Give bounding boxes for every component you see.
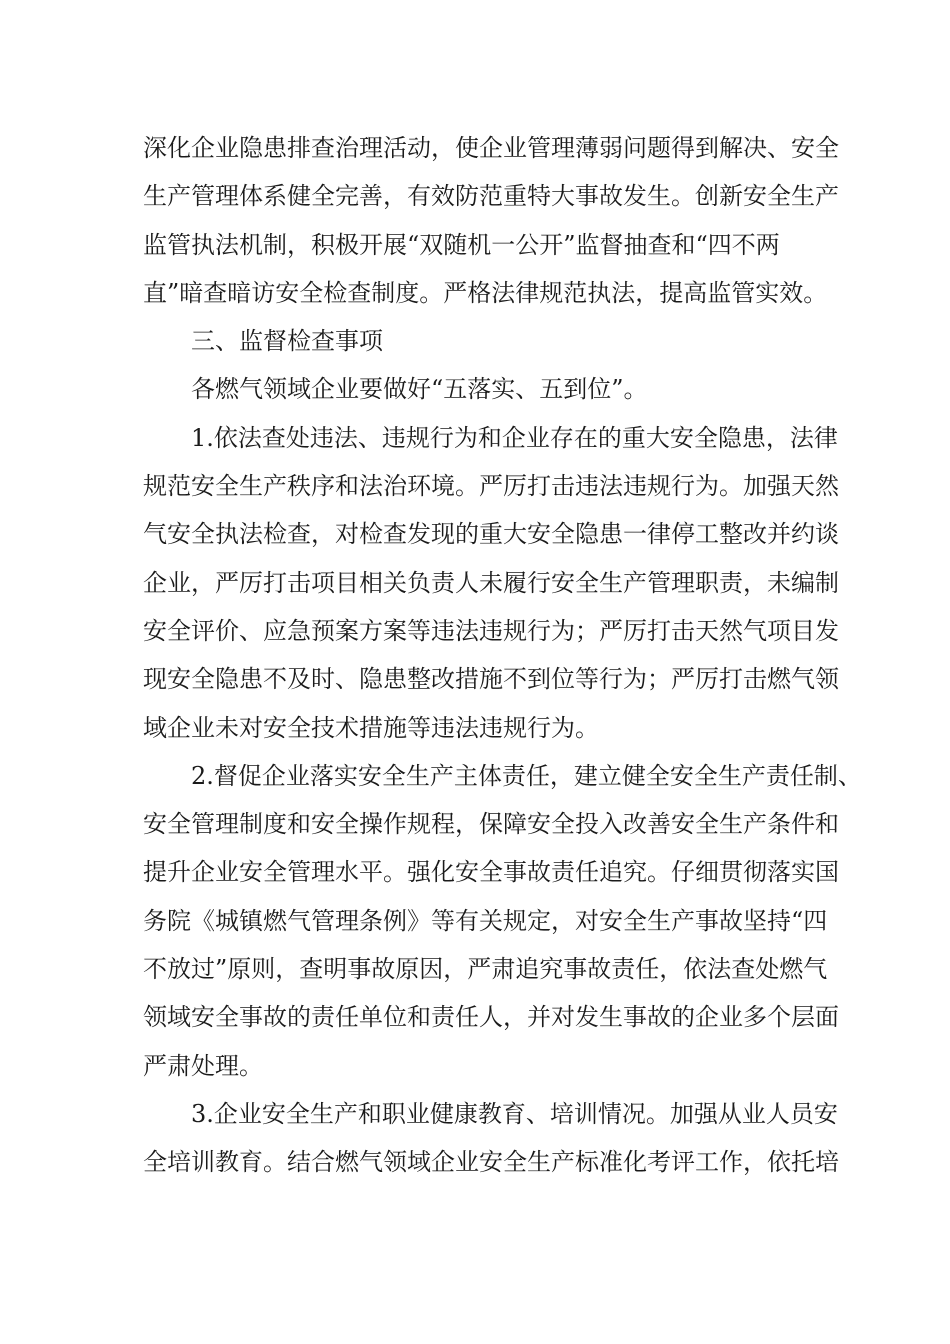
text-line: 严肃处理。 — [143, 1051, 263, 1080]
text-line: 规范安全生产秩序和法治环境。严厉打击违法违规行为。加强天然 — [143, 472, 839, 501]
text-line: 提升企业安全管理水平。强化安全事故责任追究。仔细贯彻落实国 — [143, 858, 839, 887]
text-line: 生产管理体系健全完善，有效防范重特大事故发生。创新安全生产 — [143, 182, 839, 211]
text-line: 域企业未对安全技术措施等违法违规行为。 — [143, 713, 599, 742]
text-line: 安全评价、应急预案方案等违法违规行为；严厉打击天然气项目发 — [143, 616, 839, 645]
section-heading: 三、监督检查事项 — [191, 327, 383, 356]
text-line: 监管执法机制，积极开展“双随机一公开”监督抽查和“四不两 — [143, 230, 780, 259]
list-item-heading: 2.督促企业落实安全生产主体责任，建立健全安全生产责任制、 — [191, 761, 862, 790]
list-item-heading: 3.企业安全生产和职业健康教育、培训情况。加强从业人员安 — [191, 1099, 838, 1128]
text-line: 现安全隐患不及时、隐患整改措施不到位等行为；严厉打击燃气领 — [143, 665, 839, 694]
text-line: 全培训教育。结合燃气领域企业安全生产标准化考评工作，依托培 — [143, 1148, 839, 1177]
text-line: 安全管理制度和安全操作规程，保障安全投入改善安全生产条件和 — [143, 810, 839, 839]
text-line: 企业，严厉打击项目相关负责人未履行安全生产管理职责，未编制 — [143, 568, 839, 597]
text-line: 务院《城镇燃气管理条例》等有关规定，对安全生产事故坚持“四 — [143, 906, 828, 935]
document-body — [143, 124, 862, 1187]
text-line: 气安全执法检查，对检查发现的重大安全隐患一律停工整改并约谈 — [143, 520, 839, 549]
text-line: 直”暗查暗访安全检查制度。严格法律规范执法，提高监管实效。 — [143, 278, 828, 307]
text-line: 不放过”原则，查明事故原因，严肃追究事故责任，依法查处燃气 — [143, 955, 828, 984]
text-line: 深化企业隐患排查治理活动，使企业管理薄弱问题得到解决、安全 — [143, 134, 839, 162]
text-line: 领域安全事故的责任单位和责任人，并对发生事故的企业多个层面 — [143, 1003, 839, 1032]
text-line: 各燃气领域企业要做好“五落实、五到位”。 — [191, 375, 648, 404]
list-item-heading: 1.依法查处违法、违规行为和企业存在的重大安全隐患，法律 — [191, 423, 838, 452]
